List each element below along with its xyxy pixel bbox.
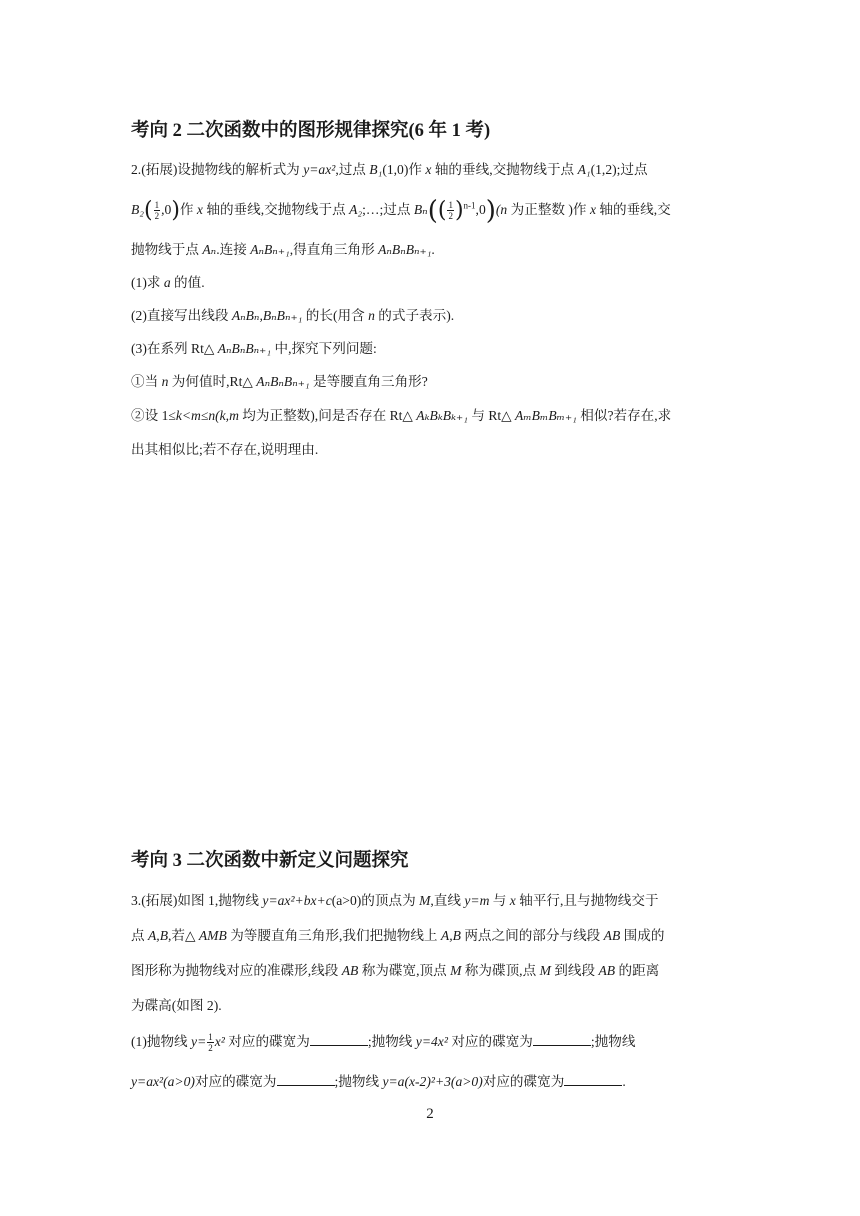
answer-blank[interactable] [533,1033,591,1046]
question-1: (1)求 a 的值. [131,275,205,290]
fraction-half: $\frac{1}{2}$ [208,1032,213,1054]
fraction-half: $\frac{1}{2}$ [448,200,453,222]
question-3-part-1: ①当 n 为何值时,Rt△ AₙBₙBₙ₊₁ 是等腰直角三角形? [131,374,428,389]
answer-blank[interactable] [564,1073,622,1086]
section-2-heading: 考向 2 二次函数中的图形规律探究(6 年 1 考) [131,121,491,141]
problem-3-line-3: 图形称为抛物线对应的准碟形,线段 AB 称为碟宽,顶点 M 称为碟顶,点 M 到线段 AB 的距离 [131,963,660,978]
problem-2-line-2: B₂( $\frac{1}{2}$ ,0)作 x 轴的垂线,交抛物线于点 A₂;…;过点 Bₙ(( $\frac{1}{2}$ )$^{n-1}$,0)(n 为正整数 )作 x 轴的垂线,交 [131,195,671,226]
problem-2-line-1: 2.(拓展)设抛物线的解析式为 y=ax²,过点 B₁(1,0)作 x 轴的垂线,交抛物线于点 A₁(1,2);过点 [131,162,648,177]
problem-3-part-1-line-2: y=ax²(a>0)对应的碟宽为 ;抛物线 y=a(x-2)²+3(a>0)对应的碟宽为 . [131,1074,626,1089]
problem-2-line-3: 抛物线于点 Aₙ.连接 AₙBₙ₊₁,得直角三角形 AₙBₙBₙ₊₁. [131,242,435,257]
problem-3-line-4: 为碟高(如图 2). [131,998,222,1013]
question-3-part-2: ②设 1≤k<m≤n(k,m 均为正整数),问是否存在 Rt△ AₖBₖBₖ₊₁ 与 Rt△ AₘBₘBₘ₊₁ 相似?若存在,求 [131,408,672,423]
question-3-part-2-cont: 出其相似比;若不存在,说明理由. [131,442,319,457]
fraction-half: $\frac{1}{2}$ [154,200,160,222]
answer-blank[interactable] [277,1073,335,1086]
problem-3-part-1-line-1: (1)抛物线 y= $\frac{1}{2}$ x² 对应的碟宽为 ;抛物线 y=4x² 对应的碟宽为 ;抛物线 [131,1032,636,1054]
problem-3-line-1: 3.(拓展)如图 1,抛物线 y=ax²+bx+c(a>0)的顶点为 M,直线 y=m 与 x 轴平行,且与抛物线交于 [131,893,659,908]
section-3-heading: 考向 3 二次函数中新定义问题探究 [131,851,409,871]
problem-3-line-2: 点 A,B,若△ AMB 为等腰直角三角形,我们把抛物线上 A,B 两点之间的部分与线段 AB 围成的 [131,928,665,943]
answer-blank[interactable] [310,1033,368,1046]
question-3: (3)在系列 Rt△ AₙBₙBₙ₊₁ 中,探究下列问题: [131,341,377,356]
page-number: 2 [426,1106,434,1122]
question-2: (2)直接写出线段 AₙBₙ,BₙBₙ₊₁ 的长(用含 n 的式子表示). [131,308,455,323]
